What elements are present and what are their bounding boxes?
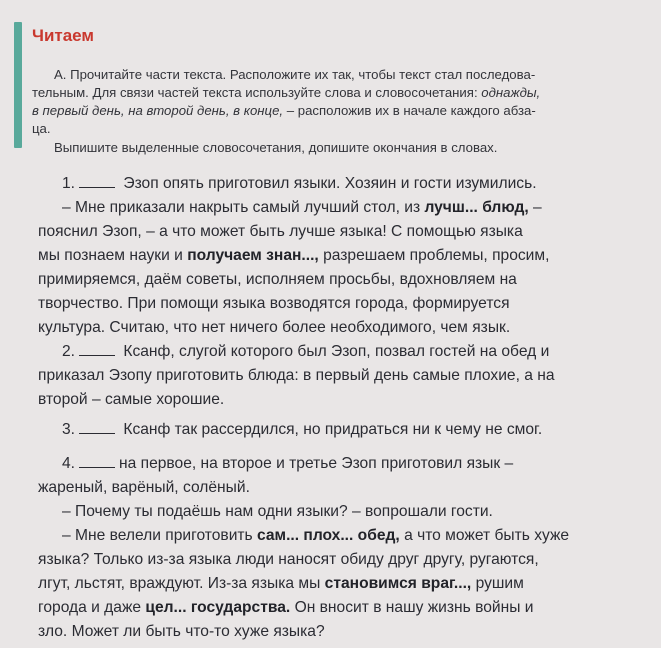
highlighted-phrase: лучш... блюд, bbox=[424, 199, 529, 216]
part-number: 3. bbox=[62, 421, 76, 438]
text-part-2: 2. Ксанф, слугой которого был Эзоп, позвал гостей на обед и приказал Эзопу приготовить блюда: в первый день самые плохие, а на второй – самые хорошие. bbox=[38, 343, 555, 408]
part-number: 4. bbox=[62, 455, 76, 472]
highlighted-phrase: получаем знан..., bbox=[187, 247, 319, 264]
part-number: 2. bbox=[62, 343, 76, 360]
section-marker-bar bbox=[14, 22, 22, 148]
highlighted-phrase: цел... государства. bbox=[145, 599, 291, 616]
text-part-1: 1. Эзоп опять приготовил языки. Хозяин и гости изумились. – Мне приказали накрыть самый лучший стол, из лучш... блюд, – пояснил Эзоп, – а что может быть лучше языка! С помощью языка мы познаем науки и получаем знан..., разрешаем проблемы, просим, примиряемся, даём советы, исполняем просьбы, вдохновляем на творчество. При помощи языка возводятся города, формируется культура. Считаю, что нет ничего более необходимого, чем язык. bbox=[38, 175, 550, 336]
text-part-4: 4. на первое, на второе и третье Эзоп приготовил язык – жареный, варёный, солёный. – Почему ты подаёшь нам одни языки? – вопрошали гости. – Мне велели приготовить сам... плох... обед, а что может быть хуже языка? Только из-за языка люди наносят обиду друг другу, ругаются, лгут, льстят, враждуют. Из-за языка мы становимся враг..., рушим города и даже цел... государства. Он вносит в нашу жизнь войны и зло. Может ли быть что-то хуже языка? bbox=[38, 455, 570, 640]
text-part-3: 3. Ксанф так рассердился, но придраться ни к чему не смог. bbox=[62, 421, 543, 438]
instruction-line: в первый день, на второй день, в конце, – расположив их в начале каждого абза- bbox=[32, 103, 536, 118]
instruction-line: ца. bbox=[32, 121, 51, 136]
answer-blank bbox=[79, 419, 115, 434]
answer-blank bbox=[79, 173, 115, 188]
instruction-line: А. Прочитайте части текста. Расположите их так, чтобы текст стал последова- bbox=[54, 67, 536, 82]
instruction-line: тельным. Для связи частей текста используйте слова и словосочетания: однажды, bbox=[32, 85, 541, 100]
page-title: Читаем bbox=[32, 26, 94, 45]
highlighted-phrase: становимся враг..., bbox=[324, 575, 472, 592]
task-instruction-2: Выпишите выделенные словосочетания, допишите окончания в словах. bbox=[54, 140, 498, 155]
highlighted-phrase: сам... плох... обед, bbox=[257, 527, 400, 544]
part-number: 1. bbox=[62, 175, 76, 192]
task-instructions bbox=[32, 66, 642, 138]
answer-blank bbox=[79, 341, 115, 356]
answer-blank bbox=[79, 453, 115, 468]
